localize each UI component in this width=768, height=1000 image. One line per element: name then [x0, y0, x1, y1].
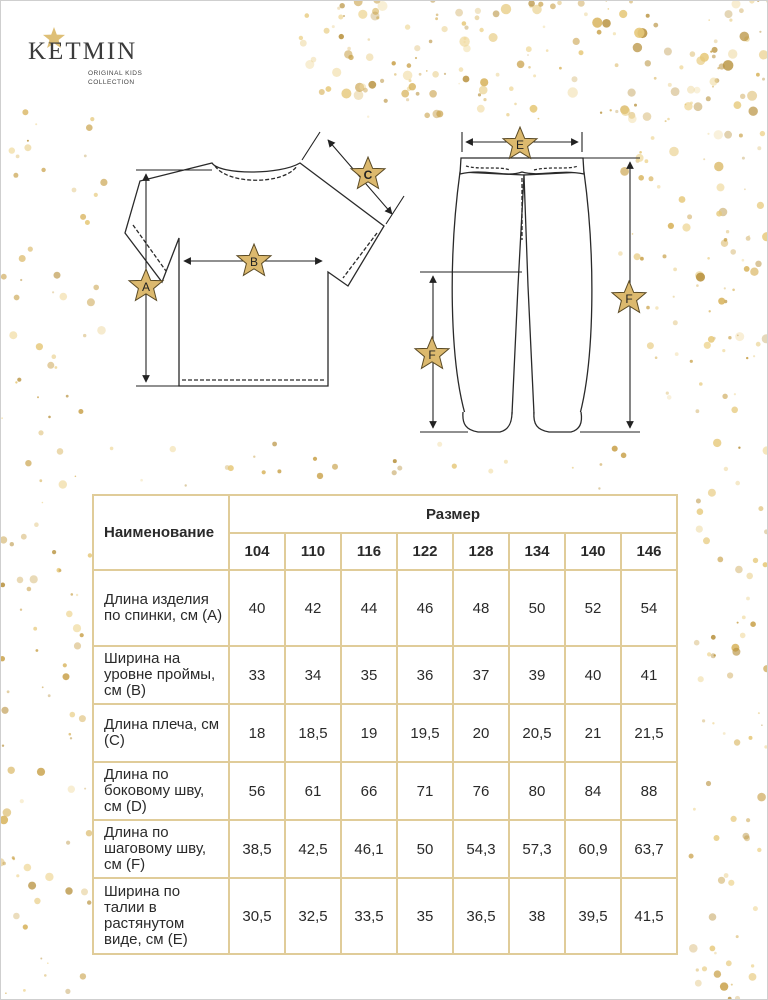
value-cell: 39,5 — [565, 878, 621, 954]
confetti-dot — [723, 732, 726, 735]
confetti-dot — [731, 984, 733, 986]
confetti-dot — [698, 676, 704, 682]
confetti-dot — [703, 537, 710, 544]
confetti-dot — [16, 874, 19, 877]
confetti-dot — [63, 673, 70, 680]
confetti-dot — [73, 624, 81, 632]
value-cell: 50 — [397, 820, 453, 878]
confetti-dot — [758, 506, 763, 511]
confetti-dot — [48, 694, 51, 697]
confetti-dot — [36, 649, 39, 652]
confetti-dot — [750, 621, 756, 627]
value-cell: 66 — [341, 762, 397, 820]
confetti-dot — [709, 913, 717, 921]
confetti-dot — [57, 568, 62, 573]
size-header-cell: 128 — [453, 533, 509, 570]
confetti-dot — [706, 781, 711, 786]
row-label: Длина изделия по спинки, см (А) — [93, 570, 229, 646]
size-header-cell: 104 — [229, 533, 285, 570]
confetti-dot — [71, 593, 74, 596]
confetti-dot — [47, 962, 49, 964]
confetti-dot — [66, 611, 73, 618]
confetti-dot — [37, 768, 45, 776]
value-cell: 37 — [453, 646, 509, 704]
value-cell: 42 — [285, 570, 341, 646]
confetti-dot — [20, 799, 24, 803]
confetti-dot — [27, 587, 32, 592]
confetti-dot — [65, 887, 72, 894]
value-cell: 40 — [229, 570, 285, 646]
confetti-dot — [84, 788, 86, 790]
size-header-cell: 146 — [621, 533, 677, 570]
confetti-dot — [33, 627, 37, 631]
confetti-dot — [711, 653, 716, 658]
confetti-dot — [746, 818, 750, 822]
confetti-dot — [70, 737, 72, 739]
confetti-dot — [42, 502, 44, 504]
confetti-dot — [726, 960, 732, 966]
confetti-dot — [8, 767, 15, 774]
confetti-dot — [753, 906, 758, 911]
value-cell: 80 — [509, 762, 565, 820]
confetti-dot — [742, 616, 746, 620]
value-cell: 61 — [285, 762, 341, 820]
marker-a-label: A — [141, 280, 151, 294]
confetti-dot — [39, 479, 42, 482]
confetti-dot — [746, 573, 753, 580]
marker-c-label: C — [363, 168, 373, 182]
marker-e — [503, 127, 537, 158]
confetti-dot — [743, 833, 750, 840]
confetti-dot — [714, 970, 721, 977]
confetti-dot — [80, 973, 86, 979]
confetti-dot — [40, 958, 42, 960]
value-cell: 35 — [341, 646, 397, 704]
confetti-dot — [262, 470, 266, 474]
confetti-dot — [724, 873, 729, 878]
confetti-dot — [764, 745, 767, 748]
confetti-dot — [2, 745, 4, 747]
name-column-header: Наименование — [93, 495, 229, 570]
confetti-dot — [0, 656, 5, 661]
confetti-dot — [42, 686, 44, 688]
value-cell: 71 — [397, 762, 453, 820]
confetti-dot — [68, 786, 75, 793]
confetti-dot — [0, 583, 5, 588]
confetti-dot — [731, 816, 737, 822]
size-header-cell: 116 — [341, 533, 397, 570]
value-cell: 33 — [229, 646, 285, 704]
value-cell: 42,5 — [285, 820, 341, 878]
table-row — [93, 704, 677, 762]
value-cell: 35 — [397, 878, 453, 954]
value-cell: 36 — [397, 646, 453, 704]
confetti-dot — [81, 888, 88, 895]
value-cell: 41,5 — [621, 878, 677, 954]
confetti-dot — [12, 856, 15, 859]
confetti-dot — [758, 712, 760, 714]
confetti-dot — [749, 736, 753, 740]
confetti-dot — [21, 534, 27, 540]
pants-outline-icon — [452, 158, 592, 432]
confetti-dot — [0, 816, 8, 825]
confetti-dot — [696, 526, 703, 533]
confetti-dot — [740, 633, 746, 639]
value-cell: 50 — [509, 570, 565, 646]
value-cell: 21,5 — [621, 704, 677, 762]
marker-f-outer-label: F — [625, 292, 633, 306]
confetti-dot — [13, 913, 20, 920]
value-cell: 40 — [565, 646, 621, 704]
value-cell: 20,5 — [509, 704, 565, 762]
confetti-dot — [707, 652, 711, 656]
confetti-dot — [763, 562, 768, 567]
value-cell: 76 — [453, 762, 509, 820]
confetti-dot — [44, 974, 47, 977]
confetti-dot — [735, 996, 740, 1000]
value-cell: 84 — [565, 762, 621, 820]
confetti-dot — [69, 733, 72, 736]
confetti-dot — [10, 542, 14, 546]
value-cell: 39 — [509, 646, 565, 704]
table-row — [93, 646, 677, 704]
confetti-dot — [749, 973, 757, 981]
table-row — [93, 762, 677, 820]
confetti-dot — [732, 648, 740, 656]
confetti-dot — [75, 476, 77, 478]
marker-f-outer — [612, 281, 646, 312]
confetti-dot — [695, 980, 702, 987]
value-cell: 63,7 — [621, 820, 677, 878]
value-cell: 46,1 — [341, 820, 397, 878]
value-cell: 18,5 — [285, 704, 341, 762]
confetti-dot — [17, 577, 24, 584]
confetti-dot — [735, 481, 740, 486]
size-group-header: Размер — [229, 495, 677, 533]
confetti-dot — [734, 739, 740, 745]
confetti-dot — [714, 952, 717, 955]
confetti-dot — [0, 858, 5, 866]
confetti-dot — [2, 862, 6, 866]
confetti-dot — [7, 690, 10, 693]
confetti-dot — [689, 854, 694, 859]
row-label: Длина плеча, см (С) — [93, 704, 229, 762]
confetti-dot — [746, 597, 750, 601]
marker-b-label: B — [249, 255, 259, 269]
confetti-dot — [753, 558, 758, 563]
size-table — [92, 494, 678, 955]
value-cell: 46 — [397, 570, 453, 646]
value-cell: 32,5 — [285, 878, 341, 954]
confetti-dot — [598, 487, 600, 489]
brand-tagline-line1: ORIGINAL KIDS — [88, 70, 143, 77]
marker-f-inner — [415, 337, 449, 368]
value-cell: 54 — [621, 570, 677, 646]
value-cell: 48 — [453, 570, 509, 646]
size-table-container — [92, 494, 678, 955]
size-header-cell: 110 — [285, 533, 341, 570]
confetti-dot — [697, 508, 704, 515]
confetti-dot — [76, 594, 78, 596]
value-cell: 21 — [565, 704, 621, 762]
confetti-dot — [763, 665, 768, 672]
confetti-dot — [744, 835, 750, 841]
confetti-dot — [696, 499, 701, 504]
confetti-dot — [63, 663, 67, 667]
value-cell: 19,5 — [397, 704, 453, 762]
confetti-dot — [702, 719, 705, 722]
value-cell: 41 — [621, 646, 677, 704]
confetti-dot — [728, 880, 734, 886]
confetti-dot — [694, 640, 700, 646]
confetti-dot — [710, 946, 716, 952]
confetti-dot — [24, 864, 32, 872]
confetti-dot — [87, 900, 91, 904]
confetti-dot — [696, 968, 699, 971]
confetti-dot — [59, 569, 62, 572]
marker-e-label: E — [515, 138, 525, 152]
confetti-dot — [757, 793, 766, 802]
confetti-dot — [140, 479, 143, 482]
size-header-cell: 140 — [565, 533, 621, 570]
marker-f-inner-label: F — [428, 348, 436, 362]
tshirt-outline-icon — [125, 163, 384, 386]
confetti-dot — [45, 873, 53, 881]
value-cell: 56 — [229, 762, 285, 820]
value-cell: 33,5 — [341, 878, 397, 954]
confetti-dot — [79, 715, 86, 722]
confetti-dot — [717, 557, 723, 563]
confetti-dot — [28, 882, 36, 890]
confetti-dot — [392, 470, 397, 475]
size-header-cell: 134 — [509, 533, 565, 570]
confetti-dot — [80, 633, 84, 637]
confetti-dot — [693, 808, 696, 811]
value-cell: 30,5 — [229, 878, 285, 954]
confetti-dot — [277, 469, 281, 473]
confetti-dot — [5, 992, 7, 994]
confetti-dot — [735, 566, 743, 574]
row-label: Ширина по талии в растянутом виде, см (Е) — [93, 878, 229, 954]
value-cell: 88 — [621, 762, 677, 820]
confetti-dot — [66, 841, 70, 845]
confetti-dot — [731, 644, 739, 652]
confetti-dot — [34, 898, 40, 904]
marker-c — [351, 157, 385, 188]
confetti-dot — [761, 724, 763, 726]
value-cell: 57,3 — [509, 820, 565, 878]
confetti-dot — [757, 848, 761, 852]
confetti-dot — [702, 966, 707, 971]
row-label: Длина по боковому шву, см (D) — [93, 762, 229, 820]
confetti-dot — [727, 672, 733, 678]
confetti-dot — [13, 858, 16, 861]
confetti-dot — [30, 575, 38, 583]
confetti-dot — [1, 707, 8, 714]
value-cell: 38 — [509, 878, 565, 954]
row-label: Длина по шаговому шву, см (F) — [93, 820, 229, 878]
value-cell: 38,5 — [229, 820, 285, 878]
brand-tagline-line2: COLLECTION — [88, 79, 135, 86]
confetti-dot — [764, 529, 768, 534]
value-cell: 20 — [453, 704, 509, 762]
confetti-dot — [711, 635, 716, 640]
confetti-dot — [737, 622, 739, 624]
confetti-dot — [317, 473, 323, 479]
row-label: Ширина на уровне проймы, см (В) — [93, 646, 229, 704]
confetti-dot — [65, 989, 70, 994]
value-cell: 34 — [285, 646, 341, 704]
brand-name: KETMIN — [28, 38, 138, 65]
confetti-dot — [736, 935, 739, 938]
confetti-dot — [708, 489, 716, 497]
confetti-dot — [3, 808, 12, 817]
value-cell: 60,9 — [565, 820, 621, 878]
size-header-cell: 122 — [397, 533, 453, 570]
confetti-dot — [74, 642, 81, 649]
confetti-dot — [689, 944, 698, 953]
confetti-dot — [714, 654, 716, 656]
confetti-dot — [23, 924, 28, 929]
confetti-dot — [20, 609, 22, 611]
value-cell: 36,5 — [453, 878, 509, 954]
measurement-diagrams — [0, 0, 768, 470]
value-cell: 44 — [341, 570, 397, 646]
confetti-dot — [52, 550, 56, 554]
confetti-dot — [70, 712, 76, 718]
confetti-dot — [714, 835, 720, 841]
value-cell: 52 — [565, 570, 621, 646]
table-row — [93, 570, 677, 646]
confetti-dot — [712, 722, 714, 724]
confetti-dot — [185, 484, 187, 486]
confetti-dot — [0, 536, 7, 543]
table-row — [93, 820, 677, 878]
value-cell: 18 — [229, 704, 285, 762]
confetti-dot — [34, 522, 39, 527]
table-row — [93, 878, 677, 954]
confetti-dot — [59, 480, 67, 488]
confetti-dot — [23, 989, 26, 992]
value-cell: 54,3 — [453, 820, 509, 878]
confetti-dot — [718, 877, 725, 884]
value-cell: 19 — [341, 704, 397, 762]
confetti-dot — [751, 964, 754, 967]
confetti-dot — [720, 982, 728, 990]
